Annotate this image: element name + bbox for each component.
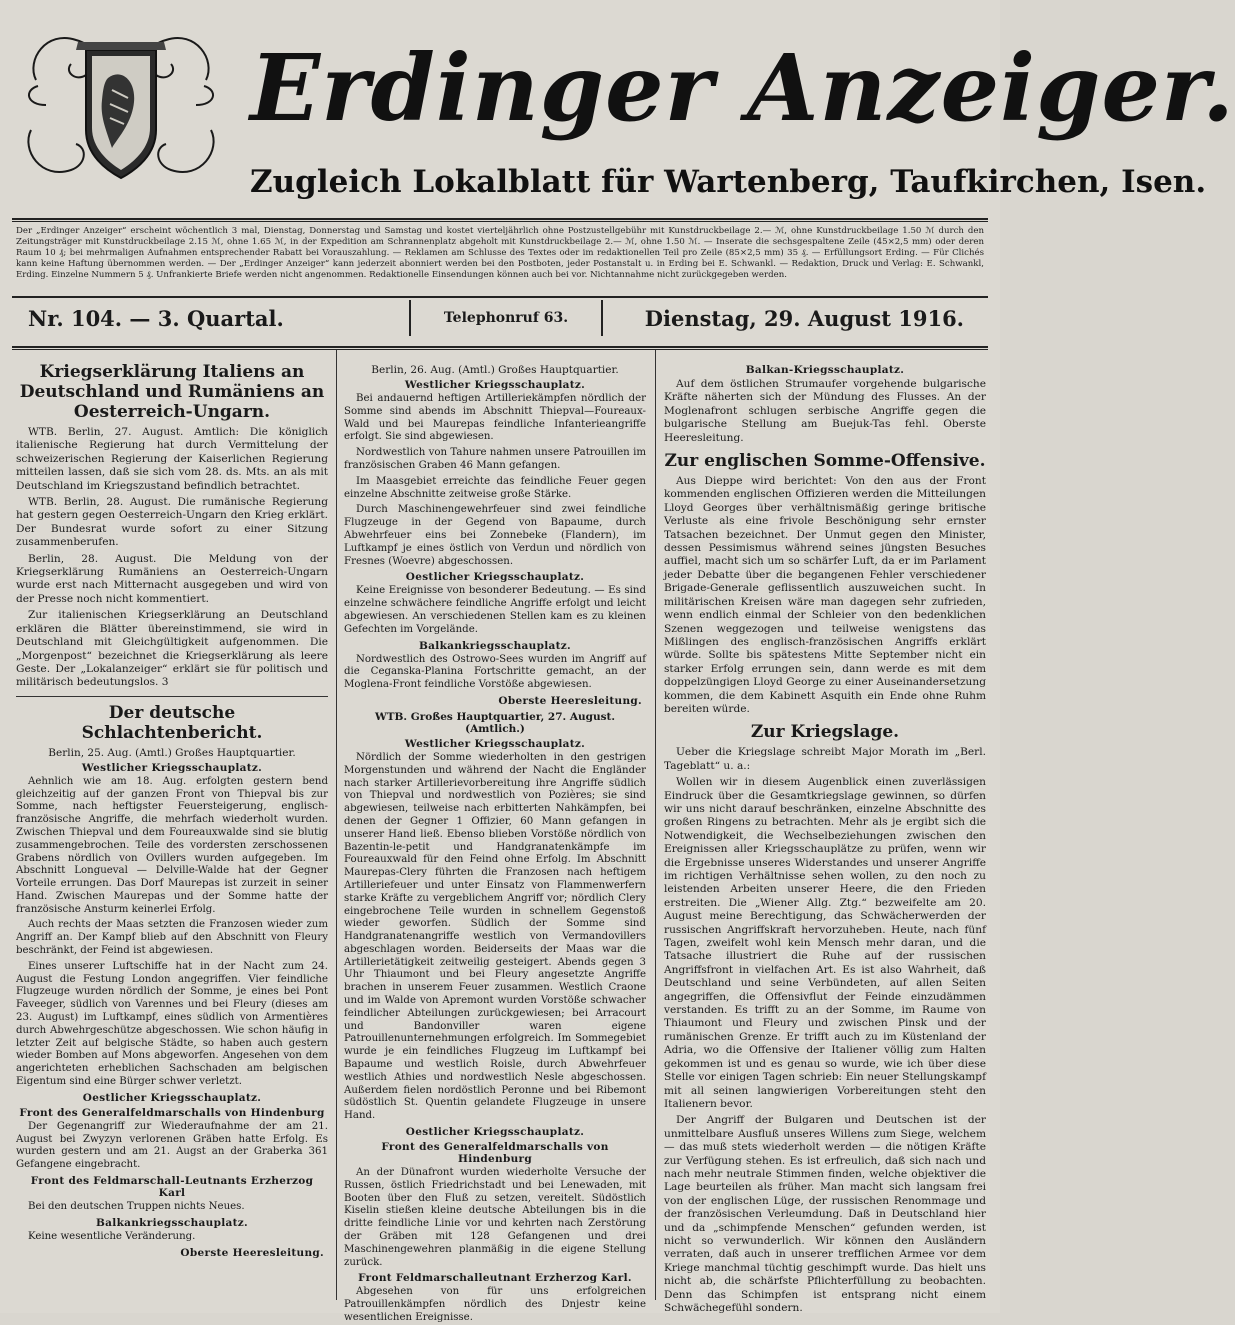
masthead-title: Erdinger Anzeiger. — [250, 34, 1235, 142]
article-paragraph: Abgesehen von für uns erfolgreichen Patrouillenkämpfen nördlich des Dnjestr keine wesentlichen Ereignisse. — [344, 1286, 646, 1324]
dateline: WTB. Großes Hauptquartier, 27. August. (Amtlich.) — [374, 710, 616, 735]
divider — [12, 218, 988, 220]
article-paragraph: Nördlich der Somme wiederholten in den gestrigen Morgenstunden und während der Nacht die Engländer nach starker Artillerievorbereitung ihre Angriffe südlich von Thiepval und nordwestlich von Pozières; sie sind abgewiesen, teilweise nach erbitterten Nahkämpfen, bei denen der Gegner 1 Offizier, 60 Mann gefangen in unserer Hand ließ. Ebenso blieben Vorstöße nördlich von Bazentin-le-petit und Handgranatenkämpfe im Foureauxwald für den Feind ohne Erfolg. Im Abschnitt Maurepas-Clery führten die Franzosen nach heftigem Artilleriefeuer und unter Einsatz von Flammenwerfern starke Kräfte zu vergeblichem Angriff vor; nördlich Clery eingebrochene Teile wurden in schnellem Gegenstoß wieder geworfen. Südlich der Somme sind Handgranatenangriffe westlich von Vermandovillers abgeschlagen worden. Beiderseits der Maas war die Artillerietätigkeit zeitweilig gesteigert. Abends gegen 3 Uhr Thiaumont und bei Fleury angesetzte Angriffe brachen in unserem Feuer zusammen. Westlich Craone und im Walde von Apremont wurden Vorstöße schwacher feindlicher Abteilungen zurückgewiesen; bei Arracourt und Bandonviller waren eigene Patrouillenunternehmungen erfolgreich. Im Sommegebiet wurde je ein feindliches Flugzeug im Luftkampf bei Bapaume und westlich Roisle, durch Abwehrfeuer westlich Athies und nordwestlich Nesle abgeschossen. Außerdem fielen nordöstlich Peronne und bei Ribemont südöstlich St. Quentin gelandete Flugzeuge in unsere Hand. — [344, 751, 646, 1122]
coat-of-arms-emblem — [16, 20, 226, 192]
section-subheading: Oestlicher Kriegsschauplatz. — [405, 1126, 585, 1139]
section-subheading: Front des Generalfeldmarschalls von Hindenburg — [19, 1106, 325, 1119]
masthead-subtitle: Zugleich Lokalblatt für Wartenberg, Taufkirchen, Isen. — [250, 164, 1207, 200]
article-paragraph: Der Angriff der Bulgaren und Deutschen ist der unmittelbare Ausfluß unseres Willens zum Siege, welchem — das muß stets wiederholt werden — die nötigen Kräfte zur Verfügung stehen. Es ist erfreulich, daß sich nach und nach mehr neutrale Stimmen finden, welche objektiver die Lage beurteilen als früher. Man macht sich langsam frei von der englischen Lüge, der russischen Renommage und der französischen Verleumdung. Daß in Deutschland hier und da „schimpfende Menschen“ gefunden werden, ist nicht so verwunderlich. Wir können den Ausländern verraten, daß auch in unserer trefflichen Armee vor dem Kriege manchmal tüchtig geschimpft wurde. Das hielt uns nicht ab, die schärfste Pflichterfüllung zu beobachten. Denn das Schimpfen ist entsprang nicht einem Schwächegefühl sondern. — [664, 1114, 986, 1314]
subscription-notice: Der „Erdinger Anzeiger“ erscheint wöchentlich 3 mal, Dienstag, Donnerstag und Samstag und kostet vierteljährlich ohne Postzustellgebühr mit Kunstdruckbeilage 2.— ℳ, ohne Kunstdruckbeilage 1.50 ℳ durch den Zeitungsträger mit Kunstdruckbeilage 2.15 ℳ, ohne 1.65 ℳ, in der Expedition am Schrannenplatz abgeholt mit Kunstdruckbeilage 2.— ℳ, ohne 1.50 ℳ. — Inserate die sechsgespaltene Zeile (45×2,5 mm) oder deren Raum 10 ₰; bei mehrmaligen Aufnahmen entsprechender Rabatt bei Vorauszahlung. — Reklamen am Schlusse des Textes oder im redaktionellen Teil pro Zeile (85×2,5 mm) 35 ₰. — Erfüllungsort Erding. — Für Clichés kann keine Haftung übernommen werden. — Der „Erdinger Anzeiger“ kann jederzeit abonniert werden bei den Postboten, jeder Postanstalt u. in Erding bei E. Schwankl. — Redaktion, Druck und Verlag: E. Schwankl, Erding. Einzelne Nummern 5 ₰. Unfrankierte Briefe werden nicht angenommen. Redaktionelle Einsendungen können auch bei vor. Nichtannahme nicht zurückgegeben werden. — [16, 226, 984, 280]
headline-war-declaration: Kriegserklärung Italiens an Deutschland und Rumäniens an Oesterreich-Ungarn. — [19, 362, 325, 422]
article-paragraph: Nordwestlich des Ostrowo-Sees wurden im Angriff auf die Ceganska-Planina Fortschritte gemacht, an der Moglena-Front feindliche Vorstöße abgewiesen. — [344, 653, 646, 691]
section-subheading: Westlicher Kriegsschauplatz. — [404, 737, 586, 750]
article-paragraph: An der Dünafront wurden wiederholte Versuche der Russen, östlich Friedrichstadt und bei Lenewaden, mit Booten über den Fluß zu setzen, vereitelt. Südöstlich Kiselin stießen kleine deutsche Abteilungen bis in die dritte feindliche Linie vor und kehrten nach Zerstörung der Gräben mit 128 Gefangenen und drei Maschinengewehren planmäßig in die eigene Stellung zurück. — [344, 1167, 646, 1268]
article-paragraph: Bei den deutschen Truppen nichts Neues. — [28, 1201, 245, 1213]
signature: Oberste Heeresleitung. — [180, 1246, 324, 1259]
article-paragraph: WTB. Berlin, 28. August. Die rumänische Regierung hat gestern gegen Oesterreich-Ungarn den Krieg erklärt. Der Bundesrat wurde sofort zu einer Sitzung zusammenberufen. — [16, 496, 328, 549]
column-1 — [16, 356, 328, 1306]
section-subheading: Oestlicher Kriegsschauplatz. — [82, 1091, 262, 1104]
article-paragraph: Wollen wir in diesem Augenblick einen zuverlässigen Eindruck über die Gesamtkriegslage gewinnen, so dürfen wir uns nicht darauf beschränken, einzelne Abschnitte des großen Ringens zu betrachten. Mehr als je ergibt sich die Notwendigkeit, die Wechselbeziehungen zwischen den Ereignissen aller Kriegsschauplätze zu prüfen, wenn wir die Ergebnisse unseres Widerstandes und unserer Angriffe im richtigen Verhältnisse sehen wollen, zu den noch zu leistenden Arbeiten unserer Heere, die den Frieden erstreiten. Die „Wiener Allg. Ztg.“ bezweifelte am 20. August meine Berechtigung, das Schwächerwerden der russischen Angriffskraft hervorzuheben. Heute, nach fünf Tagen, zweifelt wohl kein Mensch mehr daran, und die Tatsache illustriert die Ruhe auf der russischen Angriffsfront in vielfachen Art. Es ist also Wahrheit, daß Deutschland und seine Verbündeten, auf allen Seiten angegriffen, die Offensivflut der Feinde einzudämmen verstanden. Es trifft zu an der Somme, im Raume von Thiaumont und Fleury und zwischen Pinsk und der rumänischen Grenze. Er trifft auch zu im Küstenland der Adria, wo die Offensive der Italiener völlig zum Halten gekommen ist und es genau so wurde, wie ich über diese Stelle vor einigen Tagen schrieb: Ein neuer Stellungskampf mit all seinen langwierigen Vorbereitungen steht den Italienern bevor. — [664, 776, 986, 1110]
article-paragraph: Durch Maschinengewehrfeuer sind zwei feindliche Flugzeuge in der Gegend von Bapaume, durch Abwehrfeuer eins bei Zonnebeke (Flandern), im Luftkampf je eines östlich von Verdun und nördlich von Fresnes (Woevre) abgeschossen. — [344, 504, 646, 567]
headline-somme-offensive: Zur englischen Somme-Offensive. — [664, 451, 986, 472]
issue-date: Dienstag, 29. August 1916. — [644, 306, 964, 331]
article-paragraph: Im Maasgebiet erreichte das feindliche Feuer gegen einzelne Abschnitte zeitweise große Stärke. — [344, 475, 646, 500]
article-paragraph: Berlin, 28. August. Die Meldung von der Kriegserklärung Rumäniens an Oesterreich-Ungarn wurde erst nach Mitternacht ausgegeben und wird von der Presse noch nicht kommentiert. — [16, 552, 328, 605]
article-paragraph: Aehnlich wie am 18. Aug. erfolgten gestern bend gleichzeitig auf der ganzen Front von Thiepval bis zur Somme, nach heftigster Feuersteigerung, englisch-französische Angriffe, die mehrfach wiederholt wurden. Zwischen Thiepval und dem Foureauxwalde sind sie blutig zusammengebrochen. Teile des vordersten zerschossenen Grabens nördlich von Ovillers wurden aufgegeben. Im Abschnitt Longueval — Delville-Walde hat der Gegner Vorteile errungen. Das Dorf Maurepas ist zurzeit in seiner Hand. Zwischen Maurepas und der Somme hatte der französische Ansturm keinerlei Erfolg. — [16, 775, 328, 915]
article-paragraph: Auch rechts der Maas setzten die Franzosen wieder zum Angriff an. Der Kampf blieb auf den Abschnitt von Fleury beschränkt, der Feind ist abgewiesen. — [16, 919, 328, 957]
divider — [12, 221, 988, 222]
section-subheading: Front des Feldmarschall-Leutnants Erzherzog Karl — [30, 1175, 314, 1200]
article-paragraph: Auf dem östlichen Strumaufer vorgehende bulgarische Kräfte näherten sich der Mündung des Flusses. An der Moglenafront schlugen serbische Angriffe gegen die bulgarische Stellung am Buejuk-Tas fehl. Oberste Heeresleitung. — [664, 378, 986, 444]
section-subheading: Front des Generalfeldmarschalls von Hindenburg — [381, 1141, 609, 1166]
divider — [16, 696, 328, 697]
headline-war-situation: Zur Kriegslage. — [750, 722, 900, 743]
article-paragraph: Bei andauernd heftigen Artilleriekämpfen nördlich der Somme sind abends im Abschnitt Thiepval—Foureaux-Wald und bei Maurepas feindliche Infanterieangriffe erfolgt. Sie sind abgewiesen. — [344, 393, 646, 443]
section-subheading: Balkan-Kriegsschauplatz. — [745, 364, 905, 376]
divider — [12, 346, 988, 348]
section-subheading: Westlicher Kriegsschauplatz. — [81, 761, 263, 774]
article-paragraph: Der Gegenangriff zur Wiederaufnahme der am 21. August bei Zwyzyn verlorenen Gräben hatte Erfolg. Es wurden gestern und am 21. Augst an der Graberka 361 Gefangene eingebracht. — [16, 1120, 328, 1171]
article-paragraph: Keine Ereignisse von besonderer Bedeutung. — Es sind einzelne schwächere feindliche Angriffe erfolgt und leicht abgewiesen. An verschiedenen Stellen kam es zu kleinen Gefechten im Vorgelände. — [344, 585, 646, 635]
telephone-number: Telephonruf 63. — [409, 300, 603, 336]
article-paragraph: Nordwestlich von Tahure nahmen unsere Patrouillen im französischen Graben 46 Mann gefangen. — [344, 447, 646, 471]
section-subheading: Balkankriegsschauplatz. — [96, 1216, 248, 1229]
issue-number: Nr. 104. — 3. Quartal. — [28, 306, 284, 331]
column-3 — [664, 356, 986, 1314]
dateline: Berlin, 25. Aug. (Amtl.) Großes Hauptquartier. — [48, 746, 296, 759]
dateline: Berlin, 26. Aug. (Amtl.) Großes Hauptquartier. — [371, 364, 619, 376]
article-paragraph: Keine wesentliche Veränderung. — [28, 1230, 196, 1242]
column-2 — [344, 356, 646, 1324]
article-paragraph: Eines unserer Luftschiffe hat in der Nacht zum 24. August die Festung London angegriffen. Vier feindliche Flugzeuge wurden nördlich der Somme, je eines bei Pont Faveeger, südlich von Varennes und bei Fleury (dieses am 23. August) im Luftkampf, eines südlich von Armentières durch Abwehrgeschütze abgeschossen. Wie schon häufig in letzter Zeit auf belgische Städte, so haben auch gestern wieder Bomben auf Mons abgeworfen. Angesehen von dem angerichteten erheblichen Sachschaden am belgischen Eigentum sind eine Bürger schwer verletzt. — [16, 960, 328, 1088]
signature: Oberste Heeresleitung. — [498, 694, 642, 707]
article-paragraph: Zur italienischen Kriegserklärung an Deutschland erklären die Blätter übereinstimmend, sie wird in Deutschland mit Gleichgültigkeit aufgenommen. Die „Morgenpost“ bezeichnet die Kriegserklärung als leere Geste. Der „Lokalanzeiger“ erklärt sie für politisch und militärisch bedeutungslos. 3 — [16, 609, 328, 689]
section-subheading: Westlicher Kriegsschauplatz. — [404, 379, 586, 391]
article-paragraph: WTB. Berlin, 27. August. Amtlich: Die königlich italienische Regierung hat durch Vermittelung der schweizerischen Regierung der Kaiserlichen Regierung mitteilen lassen, daß sie sich vom 28. ds. Mts. an als mit Deutschland im Kriegszustand befindlich betrachtet. — [16, 426, 328, 492]
column-divider — [655, 350, 656, 1300]
column-divider — [336, 350, 337, 1300]
section-subheading: Oestlicher Kriegsschauplatz. — [405, 571, 585, 584]
divider — [12, 349, 988, 350]
article-paragraph: Ueber die Kriegslage schreibt Major Morath im „Berl. Tageblatt“ u. a.: — [664, 746, 986, 772]
headline-battle-report: Der deutsche Schlachtenbericht. — [81, 702, 263, 743]
article-paragraph: Aus Dieppe wird berichtet: Von den aus der Front kommenden englischen Offizieren werden die Mitteilungen Lloyd Georges über verhältnismäßig geringe britische Verluste als eine frivole Beschönigung sehr ernster Tatsachen bezeichnet. Der Unmut gegen den Minister, dessen Pessimismus während seines jüngsten Besuches auffiel, macht sich um so schärfer Luft, da er im Parlament jeder Debatte über die begangenen Fehler verschiedener Brigade-Generale geflissentlich auszuweichen sucht. In militärischen Kreisen wäre man dagegen sehr zufrieden, wenn endlich einmal der Schleier von den bedenklichen Szenen weggezogen und teilweise wenigstens das Mißlingen des englisch-französischen Angriffs erklärt würde. Sollte bis spätestens Mitte September nicht ein starker Erfolg errungen sein, dann werde es mit dem doppelzüngigen Lloyd George zu einer Auseinandersetzung kommen, die dem Kabinett Asquith ein Ende ohne Ruhm bereiten würde. — [664, 475, 986, 715]
section-subheading: Front Feldmarschalleutnant Erzherzog Karl. — [358, 1272, 632, 1285]
section-subheading: Balkankriegsschauplatz. — [419, 639, 571, 652]
